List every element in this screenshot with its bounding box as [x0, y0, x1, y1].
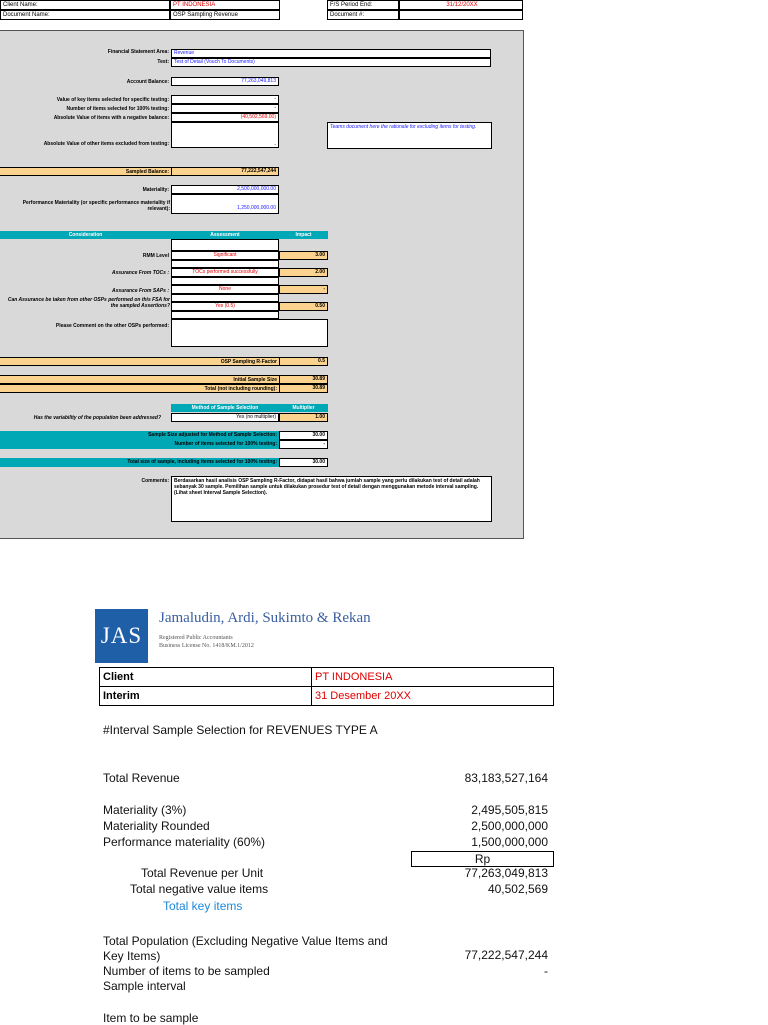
total-sample-size-label: Total size of sample, including items selected for 100% testing: [0, 458, 279, 467]
comments-label: Comments: [141, 478, 169, 484]
num-sampled-value: - [544, 964, 548, 978]
comments-field[interactable]: Berdasarkan hasil analisis OSP Sampling R-Factor, didapat hasil bahwa jumlah sample yang perlu dilakukan test of detail adalah sebanyak 30 sample. Pemilihan sample untuk dilakukan prosedur test of detail dengan menggunakan metode interval sampling. (Lihat sheet Interval Sample Selection). [171, 476, 492, 522]
interim-value: 31 Desember 20XX [311, 686, 554, 706]
other-excluded-field[interactable]: - [171, 122, 279, 148]
materiality-label: Materiality: [142, 187, 169, 193]
saps-label: Assurance From SAPs : [112, 288, 169, 294]
negative-balance-label: Absolute Value of items with a negative balance: [53, 115, 169, 121]
saps-assessment[interactable]: None [171, 285, 279, 294]
exclusion-rationale-note[interactable]: Teams document here the rationale for excluding items for testing. [327, 122, 492, 149]
rmm-impact: 3.00 [279, 251, 328, 260]
total-pop-value: 77,222,547,244 [464, 948, 548, 962]
document-no-value [399, 10, 523, 20]
materiality-rounded-value: 2,500,000,000 [471, 819, 548, 833]
items-100b-value: - [279, 440, 328, 449]
client-value: PT INDONESIA [311, 667, 554, 687]
firm-name: Jamaludin, Ardi, Sukimto & Rekan [159, 610, 371, 626]
perf-materiality-60-value: 1,500,000,000 [471, 835, 548, 849]
blank-cell [171, 260, 279, 268]
perf-materiality-60-label: Performance materiality (60%) [103, 835, 266, 849]
comment-osp-label: Please Comment on the other OSPs performed: [55, 323, 169, 329]
variability-label: Has the variability of the population been addressed? [33, 415, 161, 421]
tocs-label: Assurance From TOCs : [111, 270, 169, 276]
assessment-header: Assessment [171, 231, 279, 239]
total-not-rounding-label: Total (not including rounding): [0, 384, 279, 393]
osp-worksheet-panel [0, 30, 524, 539]
saps-impact: - [279, 285, 328, 294]
perf-materiality-label: Performance Materiality (or specific performance materiality if relevant): [22, 200, 170, 212]
tocs-assessment[interactable]: TOCs performed successfully [171, 268, 279, 277]
variability-field[interactable]: Yes (no multiplier) [171, 413, 279, 422]
other-osp-impact: 0.50 [279, 302, 328, 311]
rev-per-unit-label: Total Revenue per Unit [141, 866, 264, 880]
multiplier-header: Multiplier [279, 404, 328, 412]
perf-materiality-field[interactable]: 1,250,000,000.00 [171, 194, 279, 214]
blank-cell [171, 277, 279, 285]
test-field[interactable]: Test of Detail (Vouch To Documents) [171, 58, 491, 67]
account-balance-field[interactable]: 77,263,049,813 [171, 77, 279, 86]
materiality-3-value: 2,495,505,815 [471, 803, 548, 817]
fs-area-label: Financial Statement Area: [107, 49, 169, 55]
comment-osp-field[interactable] [171, 319, 328, 347]
firm-registration: Registered Public Accountants [159, 635, 233, 641]
items-100-field[interactable]: - [171, 104, 279, 113]
fs-area-field[interactable]: Revenue [171, 49, 491, 58]
total-pop-label: Total Population (Excluding Negative Value Items and Key Items) [103, 934, 388, 963]
test-label: Test: [157, 59, 169, 65]
r-factor-value: 0.5 [279, 357, 328, 366]
rmm-assessment[interactable]: Significant [171, 251, 279, 260]
section-title: #Interval Sample Selection for REVENUES TYPE A [103, 723, 378, 737]
rev-per-unit-value: 77,263,049,813 [464, 866, 548, 880]
impact-header: Impact [279, 231, 328, 239]
key-items-label: Value of key items selected for specific testing: [56, 97, 169, 103]
document-name-label: Document Name: [0, 10, 170, 20]
document-name-value: OSP Sampling Revenue [170, 10, 280, 20]
total-not-rounding-value: 30.89 [279, 384, 328, 393]
materiality-rounded-label: Materiality Rounded [103, 819, 210, 833]
key-items-field[interactable]: - [171, 95, 279, 104]
items-100b-label: Number of items selected for 100% testing: [0, 440, 279, 449]
key-items-label-2: Total key items [163, 899, 243, 913]
document-no-label: Document #: [327, 10, 399, 20]
neg-items-value: 40,502,569 [487, 882, 548, 896]
client-name-value: PT INDONESIA [170, 0, 280, 10]
fs-period-value: 31/12/20XX [399, 0, 523, 10]
item-to-sample-label: Item to be sample [103, 1011, 199, 1025]
account-balance-label: Account Balance: [126, 79, 169, 85]
adjusted-size-value: 30.00 [279, 431, 328, 440]
sampled-balance-value: 77,222,547,244 [171, 167, 279, 176]
client-label: Client [99, 667, 312, 687]
other-osp-assessment[interactable]: Yes (0.5) [171, 302, 279, 311]
tocs-impact: 2.00 [279, 268, 328, 277]
other-osp-label: Can Assurance be taken from other OSPs performed on this FSA for the sampled Assertions? [7, 297, 170, 309]
client-name-label: Client Name: [0, 0, 170, 10]
neg-items-label: Total negative value items [130, 882, 269, 896]
method-header: Method of Sample Selection [171, 404, 279, 412]
negative-balance-field[interactable]: (40,502,569.00) [171, 113, 279, 122]
materiality-field[interactable]: 2,500,000,000.00 [171, 185, 279, 194]
consideration-header: Consideration [0, 231, 171, 239]
blank-cell [171, 294, 279, 302]
blank-cell [171, 239, 279, 251]
firm-logo: JAS [95, 609, 148, 663]
total-revenue-label: Total Revenue [103, 771, 180, 785]
sample-interval-label: Sample interval [103, 979, 186, 993]
adjusted-size-label: Sample Size adjusted for Method of Sample Selection: [0, 431, 279, 440]
items-100-label: Number of items selected for 100% testing: [66, 106, 169, 112]
initial-sample-value: 30.89 [279, 375, 328, 384]
initial-sample-label: Initial Sample Size [0, 375, 279, 384]
firm-license: Business License No. 1418/KM.1/2012 [159, 643, 254, 649]
total-revenue-value: 83,183,527,164 [464, 771, 548, 785]
interim-label: Interim [99, 686, 312, 706]
num-sampled-label: Number of items to be sampled [103, 964, 270, 978]
rmm-label: RMM Level [142, 253, 169, 259]
other-excluded-label: Absolute Value of other items excluded from testing: [43, 141, 169, 147]
currency-cell: Rp [411, 851, 554, 867]
variability-multiplier: 1.00 [279, 413, 328, 422]
materiality-3-label: Materiality (3%) [103, 803, 187, 817]
total-sample-size-value: 30.00 [279, 458, 328, 467]
r-factor-label: OSP Sampling R-Factor [0, 357, 279, 366]
blank-cell [171, 311, 279, 319]
sampled-balance-label: Sampled Balance: [0, 167, 171, 176]
fs-period-label: F/S Period End: [327, 0, 399, 10]
